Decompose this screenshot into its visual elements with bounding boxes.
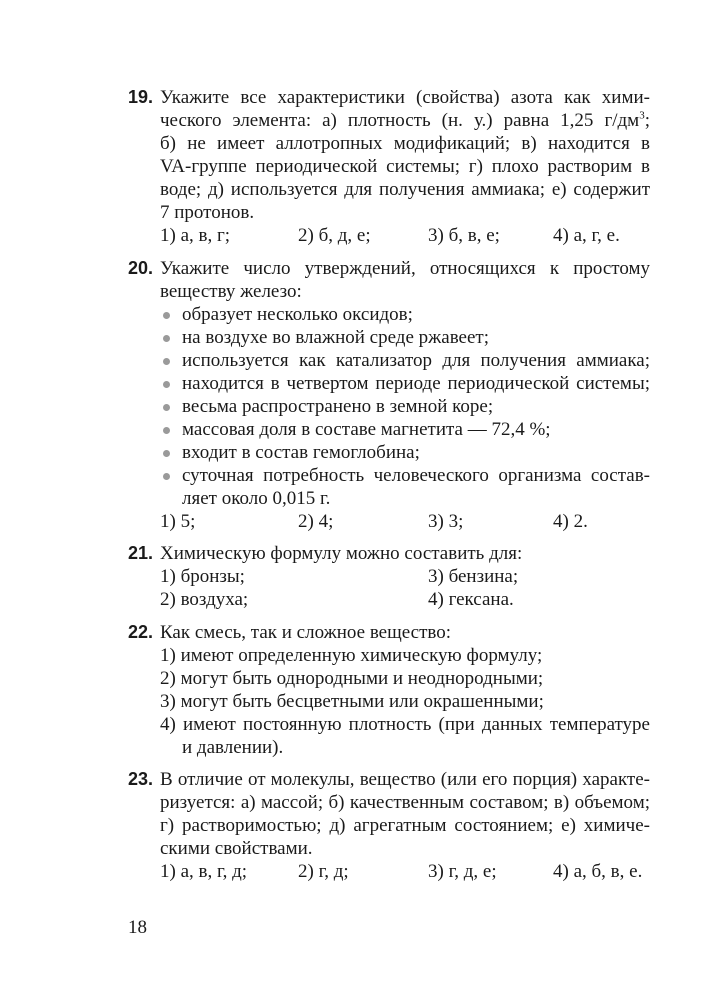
answer-option: 3) б, в, е; bbox=[428, 225, 500, 246]
answer-option: 1) имеют определенную химическую формулу; bbox=[160, 645, 543, 666]
answer-option: 1) бронзы; bbox=[160, 566, 245, 587]
answer-option: 3) бензина; bbox=[428, 566, 519, 587]
option-continuation: и давлении). bbox=[182, 737, 284, 758]
question-number: 23. bbox=[128, 769, 154, 789]
question-text-line: Как смесь, так и сложное вещество: bbox=[160, 622, 452, 643]
answer-option: 2) могут быть однородными и неоднородными; bbox=[160, 668, 544, 689]
answer-option: 2) г, д; bbox=[298, 861, 349, 882]
question-19 bbox=[128, 86, 650, 247]
answer-option: 2) б, д, е; bbox=[298, 225, 371, 246]
superscript: 3 bbox=[639, 109, 645, 122]
question-text-line: б) не имеет аллотропных модификаций; в) находится в bbox=[160, 133, 650, 154]
answer-option: 4) 2. bbox=[553, 511, 588, 532]
answer-row bbox=[160, 588, 650, 611]
answer-option: 3) 3; bbox=[428, 511, 464, 532]
bullet-item: находится в четвертом периоде периодической системы; bbox=[160, 372, 650, 395]
bullet-item: суточная потребность человеческого организма состав- bbox=[160, 464, 650, 487]
text-part: ; bbox=[644, 110, 650, 131]
answer-option: 4) гексана. bbox=[428, 589, 514, 610]
answer-option: 1) а, в, г, д; bbox=[160, 861, 248, 882]
question-23 bbox=[128, 768, 650, 883]
question-22 bbox=[128, 621, 650, 759]
question-text-line: В отличие от молекулы, вещество (или его порция) характе- bbox=[160, 769, 650, 790]
page-number: 18 bbox=[128, 917, 147, 938]
bullet-item: образует несколько оксидов; bbox=[160, 303, 650, 326]
question-number: 21. bbox=[128, 543, 154, 563]
question-text-line: веществу железо: bbox=[160, 281, 302, 302]
bullet-item: весьма распространено в земной коре; bbox=[160, 395, 650, 418]
question-text-line: 7 протонов. bbox=[160, 202, 255, 223]
question-text-line bbox=[160, 109, 650, 132]
question-text-line: Укажите число утверждений, относящихся к простому bbox=[160, 258, 650, 279]
answer-row bbox=[160, 565, 650, 588]
question-number: 19. bbox=[128, 87, 154, 107]
question-text-line: ризуется: а) массой; б) качественным составом; в) объемом; bbox=[160, 792, 650, 813]
question-text-line: Укажите все характеристики (свойства) азота как хими- bbox=[160, 87, 650, 108]
text-part: ческого элемента: а) плотность (н. у.) равна 1,25 г/дм bbox=[160, 110, 640, 131]
answer-option: 2) воздуха; bbox=[160, 589, 249, 610]
question-20 bbox=[128, 257, 650, 533]
bullet-continuation: ляет около 0,015 г. bbox=[182, 488, 331, 509]
answer-option: 1) а, в, г; bbox=[160, 225, 231, 246]
question-text-line: г) растворимостью; д) агрегатным состоянием; е) химиче- bbox=[160, 815, 650, 836]
answer-option: 4) а, б, в, е. bbox=[553, 861, 643, 882]
answer-option: 3) могут быть бесцветными или окрашенными; bbox=[160, 691, 544, 712]
bullet-item: массовая доля в составе магнетита — 72,4 %; bbox=[160, 418, 650, 441]
question-text-line: VA-группе периодической системы; г) плохо растворим в bbox=[160, 156, 650, 177]
question-21 bbox=[128, 542, 650, 611]
answer-row bbox=[160, 224, 650, 247]
question-text-line: скими свойствами. bbox=[160, 838, 313, 859]
answer-row bbox=[160, 860, 650, 883]
question-text-line: воде; д) используется для получения аммиака; е) содержит bbox=[160, 179, 650, 200]
question-number: 20. bbox=[128, 258, 154, 278]
answer-option: 4) а, г, е. bbox=[553, 225, 620, 246]
question-number: 22. bbox=[128, 622, 154, 642]
bullet-item: на воздухе во влажной среде ржавеет; bbox=[160, 326, 650, 349]
answer-option: 4) имеют постоянную плотность (при данных температуре bbox=[160, 714, 650, 735]
answer-option: 1) 5; bbox=[160, 511, 196, 532]
bullet-item: используется как катализатор для получения аммиака; bbox=[160, 349, 650, 372]
bullet-item: входит в состав гемоглобина; bbox=[160, 441, 650, 464]
answer-option: 3) г, д, е; bbox=[428, 861, 497, 882]
question-text-line: Химическую формулу можно составить для: bbox=[160, 543, 523, 564]
answer-option: 2) 4; bbox=[298, 511, 334, 532]
answer-row bbox=[160, 510, 650, 533]
